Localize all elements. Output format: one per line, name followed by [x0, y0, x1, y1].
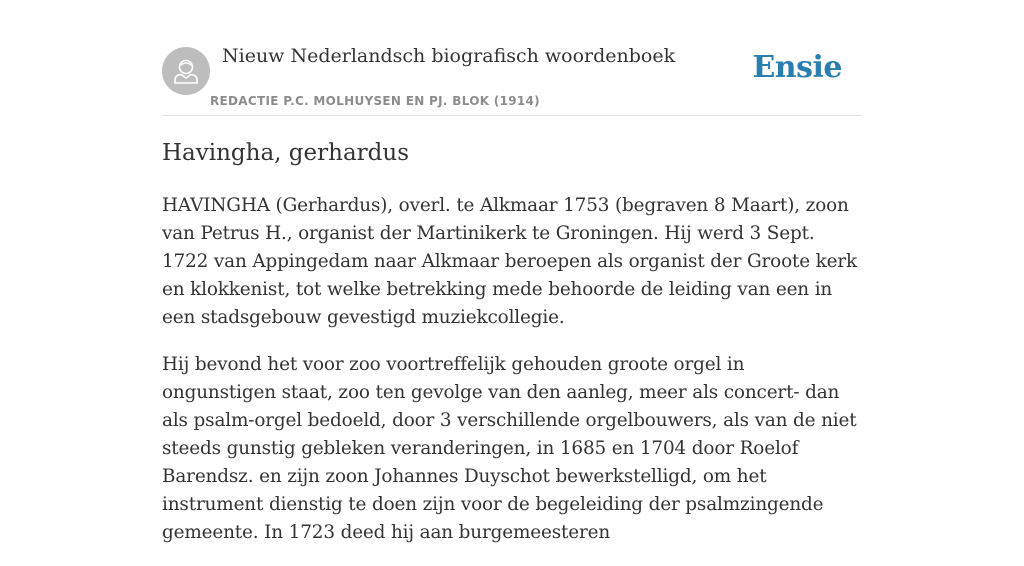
entry-paragraph-1: HAVINGHA (Gerhardus), overl. te Alkmaar 1753 (begraven 8 Maart), zoon van Petrus H., organist der Martinikerk te Groningen. Hij werd 3 Sept. 1722 van Appingedam naar Alkmaar beroepen als organist der Groote kerk en klokkenist, tot welke betrekking mede behoorde de leiding van een in een stadsgebouw gevestigd muziekcollegie. [162, 195, 858, 328]
user-icon [162, 47, 210, 95]
entry-paragraph-2: Hij bevond het voor zoo voortreffelijk gehouden groote orgel in ongunstigen staat, zoo ten gevolge van den aanleg, meer als concert- dan als psalm-orgel bedoeld, door 3 verschillende orgelbouwers, als van de niet steeds gunstig gebleken veranderingen, in 1685 en 1704 door Roelof Barendsz. en zijn zoon Johannes Duyschot bewerkstelligd, om het instrument dienstig te doen zijn voor de begeleiding der psalmzingende gemeente. In 1723 deed hij aan burgemeesteren [162, 354, 857, 543]
avatar[interactable] [162, 47, 210, 95]
page [162, 0, 862, 543]
book-subtitle: REDACTIE P.C. MOLHUYSEN EN PJ. BLOK (1914) [210, 94, 540, 108]
book-title[interactable]: Nieuw Nederlandsch biografisch woordenboek [222, 45, 676, 67]
header [162, 0, 862, 116]
entry-title: Havingha, gerhardus [162, 140, 409, 166]
ensie-logo[interactable]: Ensie [752, 50, 842, 85]
entry-body [162, 192, 862, 566]
